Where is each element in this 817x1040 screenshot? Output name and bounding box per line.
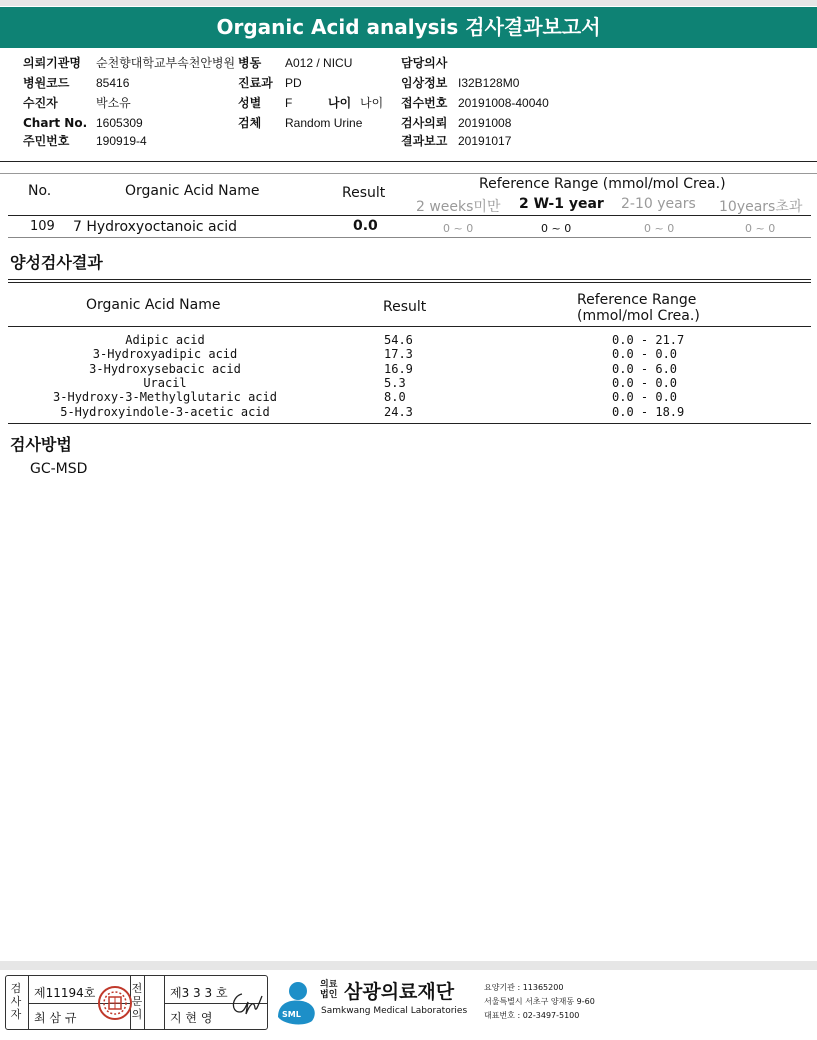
- positive-row-result: 24.3: [384, 404, 413, 419]
- id-value: 190919-4: [96, 134, 147, 148]
- lab-address: 서울특별시 서초구 양재동 9-60: [484, 997, 595, 1006]
- positive-row-result: 16.9: [384, 361, 413, 376]
- patient-info: [0, 52, 817, 158]
- department-value: PD: [285, 76, 302, 90]
- positive-top-rule-2: [8, 282, 811, 283]
- ward-label: 병동: [238, 56, 262, 70]
- positive-header-rule: [8, 326, 811, 327]
- specialist-license: 제3 3 3 호: [170, 986, 228, 1000]
- lab-prefix: 의료법인: [320, 980, 338, 1000]
- age-group-3: 2-10 years: [621, 196, 696, 212]
- ref-row-no: 109: [30, 219, 55, 234]
- positive-col-name: Organic Acid Name: [86, 297, 221, 313]
- examiner-label: 검사자: [10, 982, 22, 1021]
- lab-english-name: Samkwang Medical Laboratories: [321, 1006, 468, 1016]
- sex-label: 성별: [238, 96, 262, 110]
- request-value: 20191008: [458, 116, 512, 130]
- hospital-code-label: 병원코드: [23, 76, 70, 90]
- positive-row-range: 0.0 - 0.0: [612, 390, 678, 405]
- clinical-info-label: 임상정보: [401, 76, 448, 90]
- specimen-value: Random Urine: [285, 116, 363, 130]
- examiner-seal-icon: [96, 984, 134, 1022]
- signature-box: [5, 975, 268, 1030]
- age-group-1: 2 weeks미만: [416, 199, 501, 215]
- info-divider: [0, 161, 817, 162]
- svg-text:SML: SML: [282, 1010, 301, 1019]
- clinical-info-value: I32B128M0: [458, 76, 520, 90]
- positive-row-name: Adipic acid: [125, 333, 205, 347]
- sml-logo-icon: [272, 977, 320, 1027]
- age-group-2: 2 W-1 year: [519, 196, 604, 212]
- examiner-name: 최 삼 규: [34, 1011, 77, 1025]
- positive-row-name: 3-Hydroxyadipic acid: [92, 347, 238, 362]
- ref-table-top-rule: [0, 173, 817, 174]
- ref-row-name: 7 Hydroxyoctanoic acid: [73, 219, 238, 235]
- table-row: [0, 405, 817, 419]
- age-value: 나이: [360, 96, 384, 110]
- footer-strip: [0, 961, 817, 970]
- positive-row-result: 54.6: [384, 333, 413, 347]
- hospital-code-value: 85416: [96, 76, 130, 90]
- patient-value: 박소유: [96, 96, 131, 110]
- positive-results-table: [0, 333, 817, 423]
- institution-value: 순천향대학교부속천안병원: [96, 56, 236, 70]
- ref-row-range-3: 0 ~ 0: [644, 222, 675, 235]
- age-group-4: 10years초과: [719, 199, 803, 215]
- positive-row-range: 0.0 - 6.0: [612, 361, 678, 376]
- table-row: [0, 362, 817, 376]
- examiner-license: 제11194호: [34, 986, 96, 1000]
- positive-row-range: 0.0 - 0.0: [612, 375, 678, 390]
- positive-row-name: 3-Hydroxysebacic acid: [89, 361, 241, 376]
- method-section-title: 검사방법: [10, 435, 72, 454]
- method-value: GC-MSD: [30, 461, 88, 477]
- age-label: 나이: [328, 96, 352, 110]
- ref-col-no: No.: [28, 183, 52, 199]
- positive-top-rule: [8, 279, 811, 280]
- chart-value: 1605309: [96, 116, 143, 130]
- ref-col-result: Result: [342, 185, 386, 201]
- positive-row-result: 8.0: [384, 390, 406, 405]
- positive-row-result: 17.3: [384, 347, 413, 362]
- table-row: [0, 333, 817, 347]
- ref-row-result: 0.0: [353, 218, 378, 234]
- receipt-value: 20191008-40040: [458, 96, 549, 110]
- department-label: 진료과: [238, 76, 273, 90]
- table-row: [0, 376, 817, 390]
- institution-label: 의뢰기관명: [23, 56, 81, 70]
- report-title: Organic Acid analysis 검사결과보고서: [0, 7, 817, 48]
- lab-phone: 대표번호 : 02-3497-5100: [484, 1011, 580, 1020]
- positive-bottom-rule: [8, 423, 811, 424]
- patient-label: 수진자: [23, 96, 58, 110]
- ref-row-range-2: 0 ~ 0: [541, 222, 572, 235]
- positive-col-ref-line1: Reference Range: [577, 292, 697, 308]
- chart-label: Chart No.: [23, 116, 88, 130]
- id-label: 주민번호: [23, 134, 70, 148]
- specialist-signature-icon: [228, 988, 268, 1018]
- positive-row-name: Uracil: [143, 375, 187, 390]
- positive-section-title: 양성검사결과: [10, 253, 103, 272]
- ref-header-rule: [8, 215, 811, 216]
- request-label: 검사의뢰: [401, 116, 448, 130]
- ref-row-rule: [8, 237, 811, 238]
- lab-code: 요양기관 : 11365200: [484, 983, 564, 992]
- sex-value: F: [285, 96, 293, 110]
- doctor-label: 담당의사: [401, 56, 448, 70]
- receipt-label: 접수번호: [401, 96, 448, 110]
- positive-row-name: 5-Hydroxyindole-3-acetic acid: [60, 404, 270, 419]
- positive-row-result: 5.3: [384, 375, 406, 390]
- ward-value: A012 / NICU: [285, 56, 353, 70]
- ref-col-name: Organic Acid Name: [125, 183, 260, 199]
- ref-row-range-1: 0 ~ 0: [443, 222, 474, 235]
- specialist-label: 전문의: [131, 982, 143, 1021]
- specimen-label: 검체: [238, 116, 262, 130]
- top-strip: [0, 0, 817, 6]
- positive-col-ref-line2: (mmol/mol Crea.): [577, 308, 700, 324]
- positive-row-range: 0.0 - 21.7: [612, 333, 685, 347]
- positive-col-result: Result: [383, 299, 427, 315]
- specialist-name: 지 현 영: [170, 1011, 213, 1025]
- report-date-label: 결과보고: [401, 134, 448, 148]
- positive-row-range: 0.0 - 0.0: [612, 347, 678, 362]
- report-date-value: 20191017: [458, 134, 512, 148]
- table-row: [0, 390, 817, 404]
- positive-row-range: 0.0 - 18.9: [612, 404, 685, 419]
- ref-row-range-4: 0 ~ 0: [745, 222, 776, 235]
- positive-row-name: 3-Hydroxy-3-Methylglutaric acid: [53, 390, 277, 405]
- table-row: [0, 347, 817, 361]
- ref-col-reference: Reference Range (mmol/mol Crea.): [479, 176, 726, 192]
- lab-name: 삼광의료재단: [344, 981, 455, 1003]
